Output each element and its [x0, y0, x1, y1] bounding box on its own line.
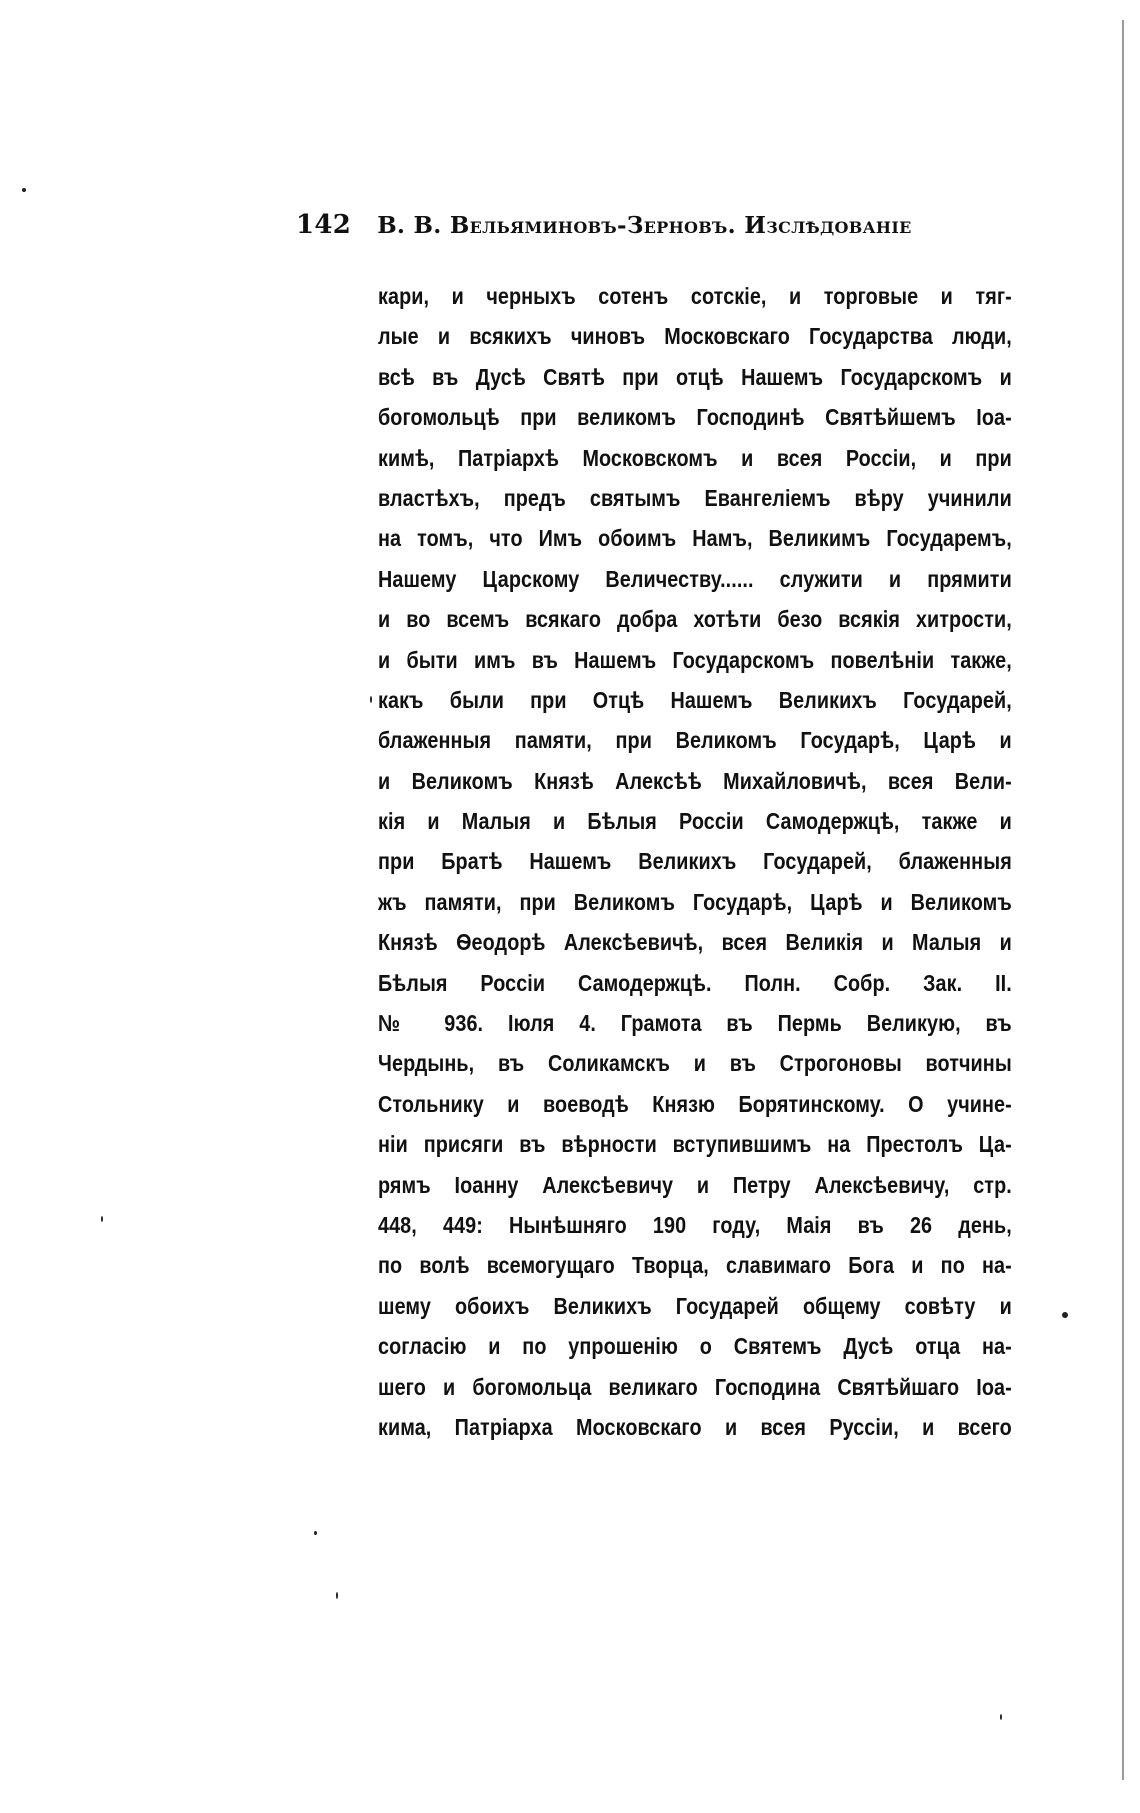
running-title: В. В. Вельяминовъ-Зерновъ. Изслѣдованіе	[377, 212, 912, 239]
scan-speck	[1000, 1714, 1002, 1720]
text-line: № 936. Іюля 4. Грамота въ Пермь Великую, въ	[378, 1010, 1012, 1037]
text-line: властѣхъ, предъ святымъ Евангеліемъ вѣру учинили	[378, 484, 1012, 511]
text-line: 448, 449: Нынѣшняго 190 году, Маія въ 26 день,	[378, 1211, 1012, 1238]
text-line: кима, Патріарха Московскаго и всея Руссіи, и всего	[378, 1413, 1012, 1440]
text-line: богомольцѣ при великомъ Господинѣ Святѣйшемъ Іоа-	[378, 404, 1012, 431]
text-line: на томъ, что Имъ обоимъ Намъ, Великимъ Государемъ,	[378, 525, 1012, 552]
text-line: какъ были при Отцѣ Нашемъ Великихъ Государей,	[378, 686, 1012, 713]
text-line: и во всемъ всякаго добра хотѣти безо всякія хитрости,	[378, 606, 1012, 633]
text-line: рямъ Іоанну Алексѣевичу и Петру Алексѣевичу, стр.	[378, 1171, 1012, 1198]
text-line: кари, и черныхъ сотенъ сотскіе, и торговые и тяг-	[378, 283, 1012, 309]
page-edge-line	[1122, 20, 1124, 1780]
text-line: шему обоихъ Великихъ Государей общему совѣту и	[378, 1292, 1012, 1319]
text-line: жъ памяти, при Великомъ Государѣ, Царѣ и Великомъ	[378, 888, 1012, 915]
scan-speck	[1062, 1312, 1068, 1318]
text-line: лые и всякихъ чиновъ Московскаго Государства люди,	[378, 323, 1012, 350]
page-number: 142	[296, 210, 352, 240]
text-line: Князѣ Ѳеодорѣ Алексѣевичѣ, всея Великія и Малыя и	[378, 929, 1012, 956]
text-line: ніи присяги въ вѣрности вступившимъ на Престолъ Ца-	[378, 1131, 1012, 1158]
text-line: Стольнику и воеводѣ Князю Борятинскому. О учине-	[378, 1090, 1012, 1117]
text-line: и Великомъ Князѣ Алексѣѣ Михайловичѣ, всея Вели-	[378, 767, 1012, 794]
text-line: и быти имъ въ Нашемъ Государскомъ повелѣніи также,	[378, 646, 1012, 673]
scan-speck	[314, 1531, 317, 1535]
scan-speck	[101, 1216, 103, 1222]
text-line: кія и Малыя и Бѣлыя Россіи Самодержцѣ, также и	[378, 808, 1012, 835]
text-line: блаженныя памяти, при Великомъ Государѣ, Царѣ и	[378, 727, 1012, 754]
scan-speck	[22, 188, 26, 192]
text-line: по волѣ всемогущаго Творца, славимаго Бога и по на-	[378, 1252, 1012, 1279]
text-line: Нашему Царскому Величеству...... служити и прямити	[378, 565, 1012, 592]
text-line: шего и богомольца великаго Господина Святѣйшаго Іоа-	[378, 1373, 1012, 1400]
text-line: всѣ въ Дусѣ Святѣ при отцѣ Нашемъ Государскомъ и	[378, 363, 1012, 390]
text-line: Бѣлыя Россіи Самодержцѣ. Полн. Собр. Зак. II.	[378, 969, 1012, 996]
text-line: согласію и по упрошенію о Святемъ Дусѣ отца на-	[378, 1333, 1012, 1360]
text-line: Чердынь, въ Соликамскъ и въ Строгоновы вотчины	[378, 1050, 1012, 1077]
body-text	[378, 276, 1012, 1447]
text-line: при Братѣ Нашемъ Великихъ Государей, блаженныя	[378, 848, 1012, 875]
running-header	[296, 210, 936, 250]
scan-speck	[370, 696, 372, 703]
scan-speck	[336, 1592, 338, 1599]
text-line: кимѣ, Патріархѣ Московскомъ и всея Россіи, и при	[378, 444, 1012, 471]
